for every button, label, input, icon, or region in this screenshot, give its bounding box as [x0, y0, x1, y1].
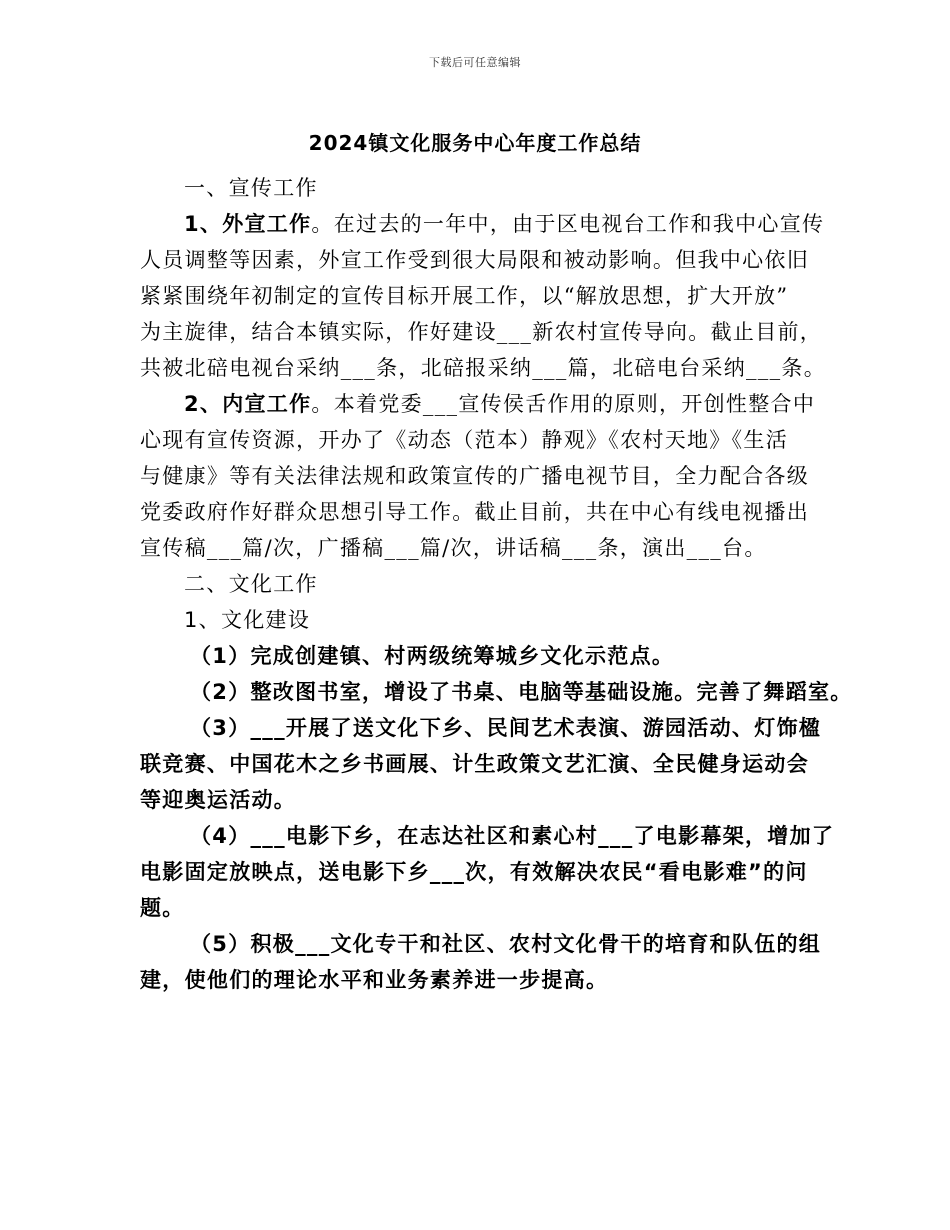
list-item-line: 建，使他们的理论水平和业务素养进一步提高。: [140, 968, 609, 992]
paragraph-line: 人员调整等因素，外宣工作受到很大局限和被动影响。但我中心依旧: [140, 248, 809, 272]
document-body: [140, 170, 853, 998]
list-item: （2）整改图书室，增设了书桌、电脑等基础设施。完善了舞蹈室。: [190, 680, 853, 704]
paragraph-line: 宣传稿___篇/次，广播稿___篇/次，讲话稿___条，演出___台。: [140, 536, 767, 560]
section-heading-culture: 二、文化工作: [184, 572, 318, 596]
paragraph-label: 1、外宣工作: [184, 212, 312, 236]
paragraph-text: 。本着党委___宣传侯舌作用的原则，开创性整合中: [311, 392, 816, 416]
paragraph-line: 共被北碚电视台采纳___条，北碚报采纳___篇，北碚电台采纳___条。: [140, 356, 826, 380]
list-item: （5）积极___文化专干和社区、农村文化骨干的培育和队伍的组: [190, 932, 822, 956]
sub-heading-culture-building: 1、文化建设: [184, 608, 311, 632]
list-item: （1）完成创建镇、村两级统筹城乡文化示范点。: [190, 644, 675, 668]
paragraph-external-publicity: [140, 206, 825, 242]
list-item-line: 题。: [140, 896, 185, 920]
header-note: 下载后可任意编辑: [429, 56, 521, 69]
section-heading-publicity: 一、宣传工作: [184, 176, 318, 200]
paragraph-internal-publicity: [140, 386, 815, 422]
list-item: （4）___电影下乡，在志达社区和素心村___了电影幕架，增加了: [190, 824, 835, 848]
list-item-line: 等迎奥运活动。: [140, 788, 297, 812]
paragraph-text: 。在过去的一年中，由于区电视台工作和我中心宣传: [311, 212, 825, 236]
paragraph-line: 党委政府作好群众思想引导工作。截止目前，共在中心有线电视播出: [140, 500, 809, 524]
document-title: 2024镇文化服务中心年度工作总结: [308, 131, 642, 155]
paragraph-label: 2、内宣工作: [184, 392, 312, 416]
paragraph-line: 为主旋律，结合本镇实际，作好建设___新农村宣传导向。截止目前，: [140, 320, 823, 344]
paragraph-line: 紧紧围绕年初制定的宣传目标开展工作，以“解放思想，扩大开放”: [140, 284, 789, 308]
list-item: （3）___开展了送文化下乡、民间艺术表演、游园活动、灯饰楹: [190, 716, 822, 740]
paragraph-line: 心现有宣传资源，开办了《动态（范本）静观》《农村天地》《生活: [140, 428, 788, 452]
list-item-line: 联竞赛、中国花木之乡书画展、计生政策文艺汇演、全民健身运动会: [140, 752, 809, 776]
paragraph-line: 与健康》等有关法律法规和政策宣传的广播电视节目，全力配合各级: [140, 464, 809, 488]
list-item-line: 电影固定放映点，送电影下乡___次，有效解决农民“看电影难”的问: [140, 860, 808, 884]
